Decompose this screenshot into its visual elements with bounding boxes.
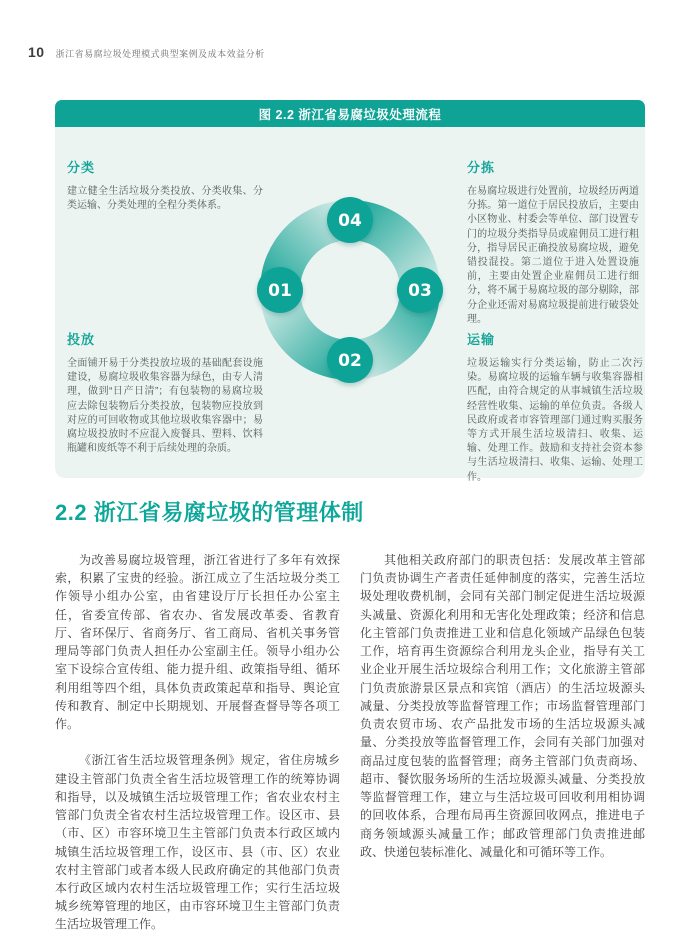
paragraph: 《浙江省生活垃圾管理条例》规定，省住房城乡建设主管部门负责全省生活垃圾管理工作的统筹协调和指导，以及城镇生活垃圾管理工作；省农业农村主管部门负责全省农村生活垃圾管理工作。设区市、县（市、区）市容环境卫生主管部门负责本行政区域内城镇生活垃圾管理工作，设区市、县（市、区）农业农村主管部门或者本级人民政府确定的其他部门负责本行政区域内农村生活垃圾管理工作；实行生活垃圾城乡统筹管理的地区，由市容环境卫生主管部门负责生活垃圾管理工作。 <box>55 753 340 932</box>
ring-step-01-number: 01 <box>268 281 292 301</box>
body-column-right <box>360 551 645 934</box>
step-text-transport: 垃圾运输实行分类运输，防止二次污染。易腐垃圾的运输车辆与收集容器相匹配，由符合规定的从事城镇生活垃圾经营性收集、运输的单位负责。各级人民政府或者市容管理部门通过购买服务等方式开展生活垃圾清扫、收集、运输、处理工作。鼓励和支持社会资本参与生活垃圾清扫、收集、运输、处理工作。 <box>467 358 643 483</box>
section-heading: 2.2 浙江省易腐垃圾的管理体制 <box>55 500 364 525</box>
section-2-2 <box>55 496 645 934</box>
step-text-classify: 建立健全生活垃圾分类投放、分类收集、分类运输、分类处理的全程分类体系。 <box>67 186 263 212</box>
step-label-classify: 分类 <box>67 160 96 175</box>
ring-step-02 <box>327 337 373 383</box>
step-block-disposal <box>67 329 263 456</box>
figure-title-bar <box>55 100 645 127</box>
figure-box <box>55 100 645 483</box>
figure-title: 图 2.2 浙江省易腐垃圾处理流程 <box>258 107 442 122</box>
page-number: 10 <box>28 44 45 60</box>
step-block-transport <box>467 329 643 485</box>
paragraph: 为改善易腐垃圾管理，浙江省进行了多年有效探索，积累了宝贵的经验。浙江成立了生活垃圾分类工作领导小组办公室，由省建设厅厅长担任办公室主任，省委宣传部、省农办、省发展改革委、省教育厅、省环保厅、省商务厅、省工商局、省机关事务管理局等部门负责人担任办公室副主任。领导小组办公室下设综合宣传组、能力提升组、政策指导组、循环利用组等四个组，具体负责政策起草和指导、舆论宣传和教育、制定中长期规划、开展督查督导等各项工作。 <box>55 553 340 732</box>
step-text-disposal: 全面铺开易于分类投放垃圾的基础配套设施建设，易腐垃圾收集容器为绿色，由专人清理，做到“日产日清”；有包装物的易腐垃圾应去除包装物后分类投放，包装物应投放到对应的可回收物或其他垃圾收集容器中；易腐垃圾投放时不应混入废餐具、塑料、饮料瓶罐和废纸等不利于后续处理的杂质。 <box>67 358 263 455</box>
step-label-disposal: 投放 <box>67 332 96 347</box>
ring-step-01 <box>257 267 303 313</box>
ring-step-04-number: 04 <box>338 211 362 231</box>
ring-step-03-number: 03 <box>408 281 432 301</box>
page-header-title: 浙江省易腐垃圾处理模式典型案例及成本效益分析 <box>55 49 265 59</box>
step-label-transport: 运输 <box>467 332 496 347</box>
body-columns <box>55 551 645 934</box>
paragraph: 其他相关政府部门的职责包括：发展改革主管部门负责协调生产者责任延伸制度的落实，完善生活垃圾处理收费机制，会同有关部门制定促进生活垃圾源头减量、资源化利用和无害化处理政策；经济和信息化主管部门负责推进工业和信息化领域产品绿色包装工作，培育再生资源综合利用龙头企业，指导有关工业企业开展生活垃圾综合利用工作；文化旅游主管部门负责旅游景区景点和宾馆（酒店）的生活垃圾源头减量、分类投放等监督管理工作；市场监督管理部门负责农贸市场、农产品批发市场的生活垃圾源头减量、分类投放等监督管理工作，会同有关部门加强对商品过度包装的监督管理；商务主管部门负责商场、超市、餐饮服务场所的生活垃圾源头减量、分类投放等监督管理工作，建立与生活垃圾可回收利用相协调的回收体系，合理布局再生资源回收网点，推进电子商务领域源头减量工作；邮政管理部门负责推进邮政、快递包装标准化、减量化和可循环等工作。 <box>360 553 645 859</box>
ring-step-02-number: 02 <box>338 351 362 371</box>
ring-step-03 <box>397 267 443 313</box>
body-column-left <box>55 551 340 934</box>
step-block-classify <box>67 157 263 213</box>
process-ring-diagram <box>250 190 450 390</box>
step-block-sorting <box>467 157 639 327</box>
step-text-sorting: 在易腐垃圾进行处置前，垃圾经历两道分拣。第一道位于居民投放后，主要由小区物业、村委会等单位、部门设置专门的垃圾分类指导员或雇佣员工进行粗分，指导居民正确投放易腐垃圾，避免错投混投。第二道位于进入处置设施前，主要由处置企业雇佣员工进行细分，将不属于易腐垃圾的部分剔除，部分企业还需对易腐垃圾提前进行破袋处理。 <box>467 186 639 325</box>
figure-panel <box>55 127 645 483</box>
page-header <box>28 44 265 60</box>
step-label-sorting: 分拣 <box>467 160 496 175</box>
ring-step-04 <box>327 197 373 243</box>
